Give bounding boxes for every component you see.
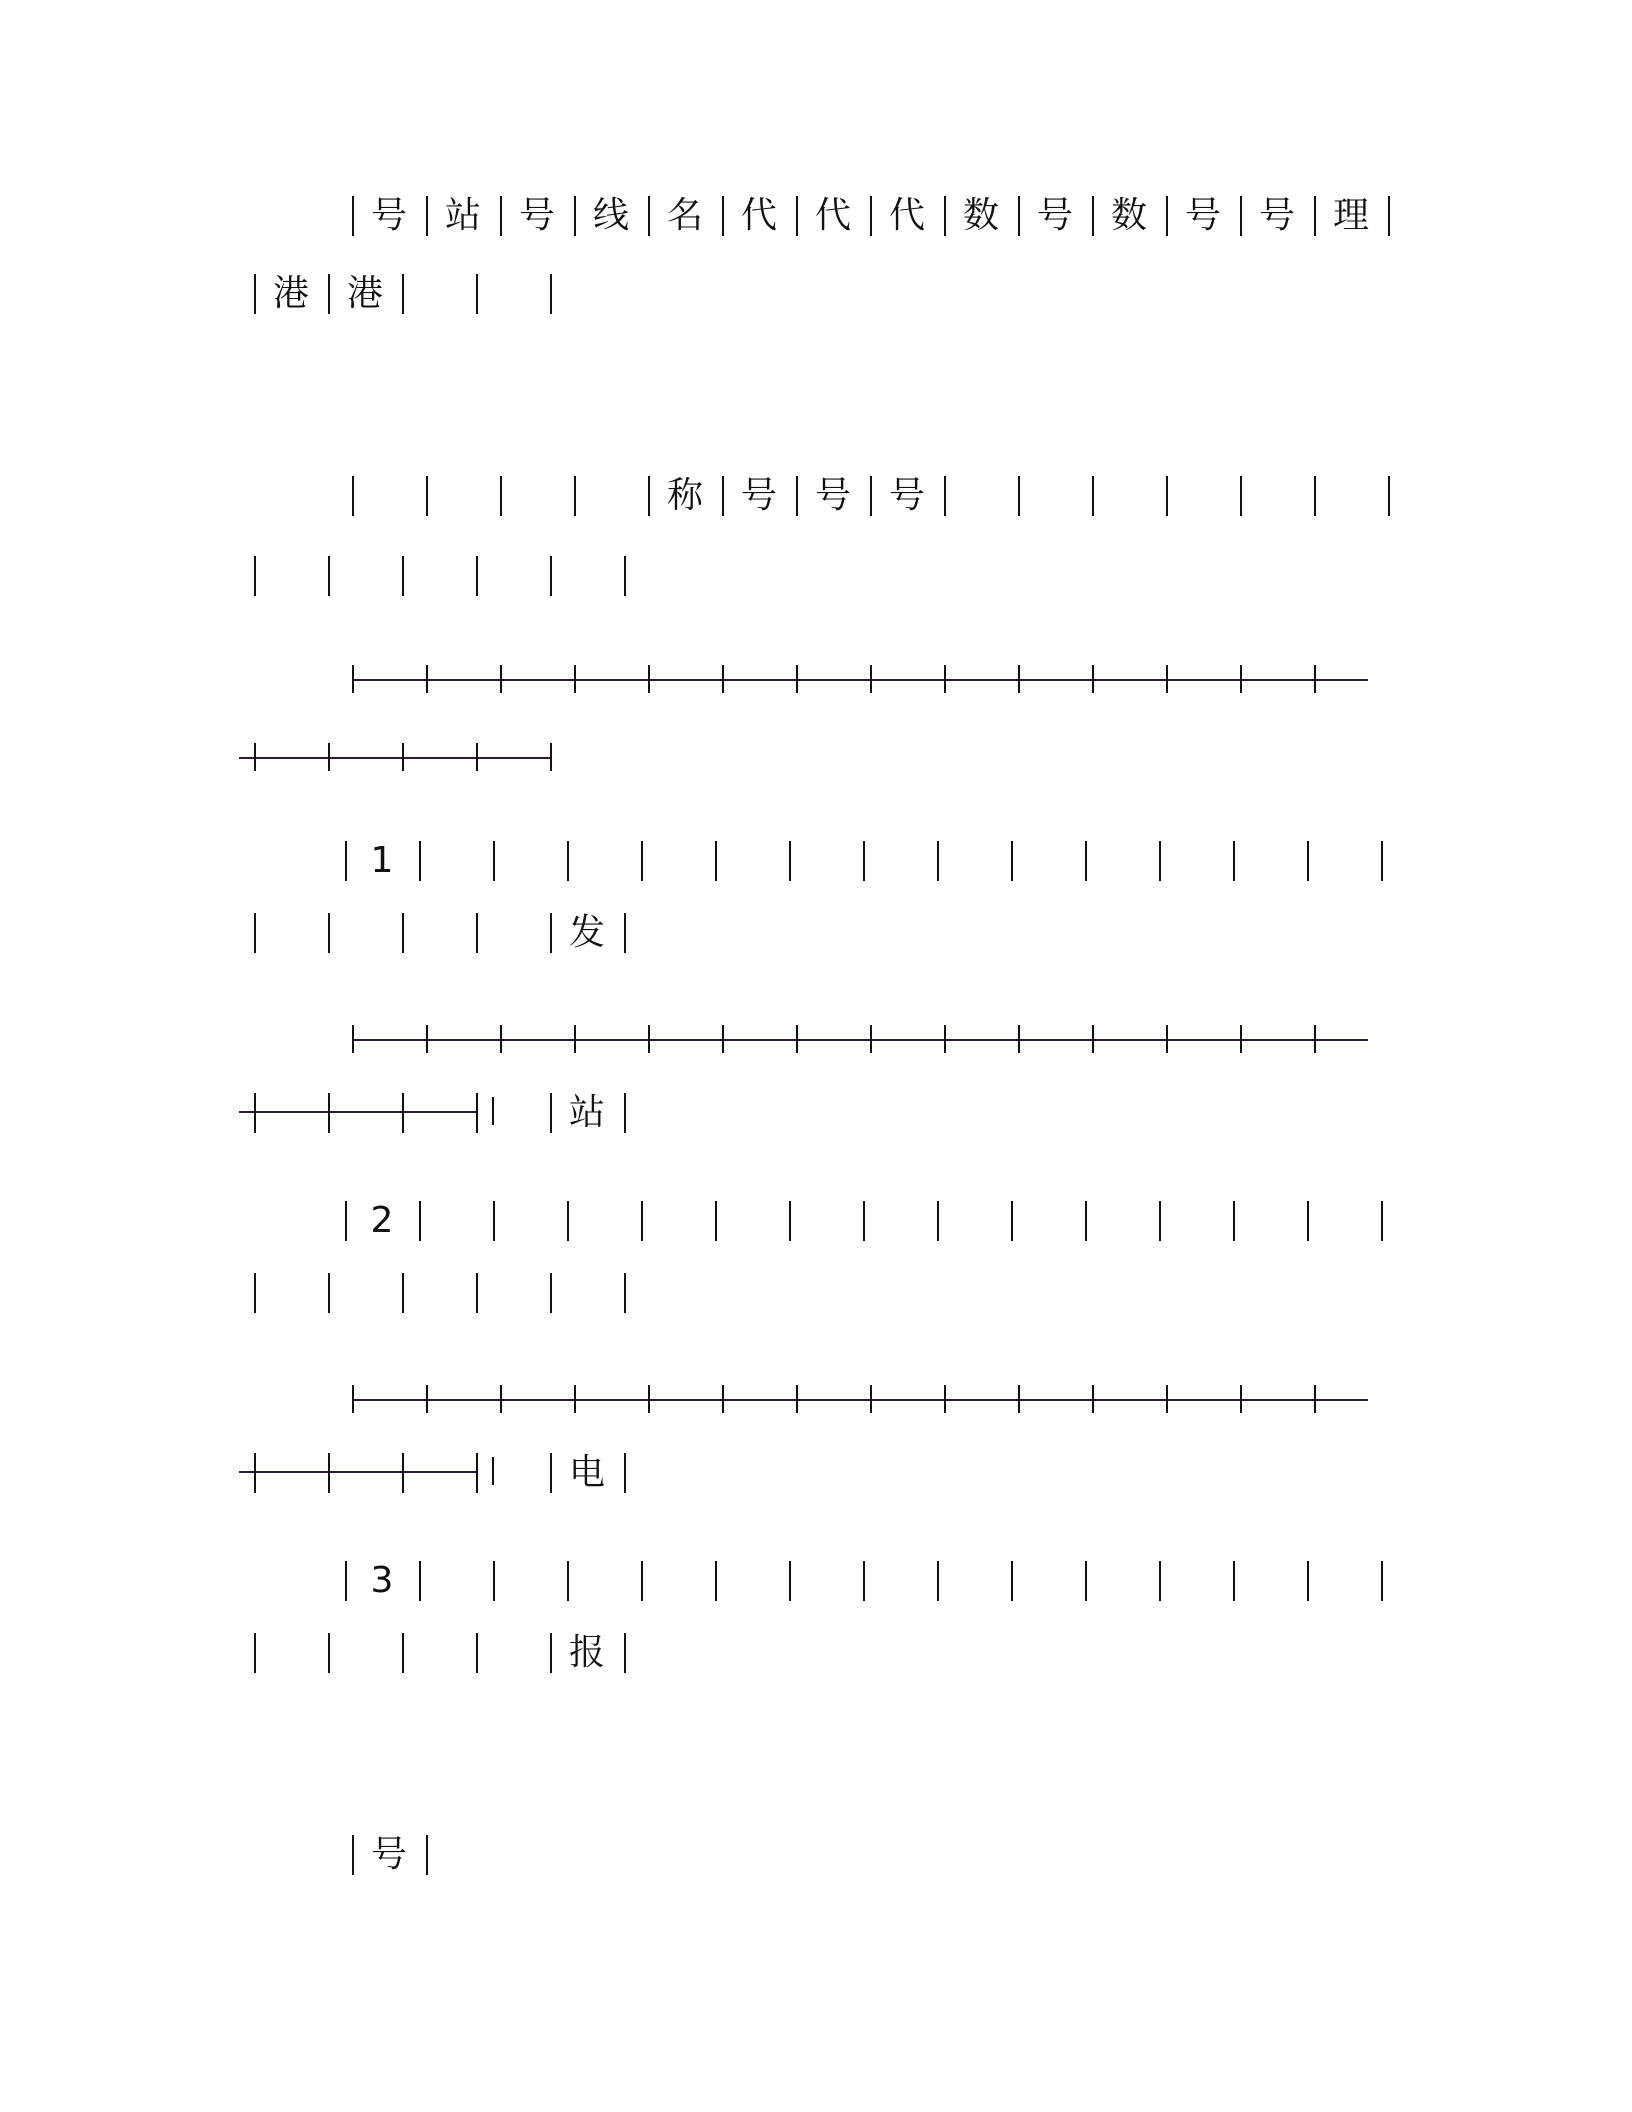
table-cell (328, 1093, 402, 1133)
cell-border (722, 1025, 724, 1053)
table-cell (641, 841, 715, 881)
cell-border (1092, 665, 1094, 693)
table-cell (1011, 841, 1085, 881)
table-cell (352, 476, 426, 516)
table-cell (1233, 841, 1307, 881)
table-cell: 号 (1258, 195, 1295, 236)
cell-border (870, 1385, 872, 1413)
table-cell (550, 556, 624, 596)
cell-border (352, 665, 354, 693)
cell-border (1314, 1025, 1316, 1053)
cell-border (722, 1385, 724, 1413)
cell-border (426, 1385, 428, 1413)
table-cell: 3 (370, 1560, 394, 1601)
table-cell: 2 (370, 1200, 394, 1241)
table-cell: 号 (1036, 195, 1073, 236)
table-cell (1233, 1201, 1307, 1241)
table-cell (254, 913, 328, 953)
table-cell: 号 (814, 475, 851, 516)
cell-border (796, 1025, 798, 1053)
table-cell (1159, 1201, 1233, 1241)
cell-border (648, 1385, 650, 1413)
cell-border (1381, 1561, 1383, 1601)
table-cell (715, 841, 789, 881)
table-cell (254, 1093, 328, 1133)
table-cell: 港 (346, 273, 383, 314)
table-cell (1307, 841, 1381, 881)
cell-border (624, 1093, 626, 1133)
cell-border (574, 665, 576, 693)
table-cell (1166, 476, 1240, 516)
table-cell: 理 (1332, 195, 1369, 236)
table-cell (493, 1561, 567, 1601)
cell-border (328, 743, 330, 771)
table-cell (1092, 476, 1166, 516)
cell-border (254, 1457, 256, 1485)
table-cell (1085, 841, 1159, 881)
cell-border (1240, 1025, 1242, 1053)
table-cell (419, 841, 493, 881)
table-cell (567, 841, 641, 881)
table-rule-line (352, 679, 1368, 681)
cell-border (722, 665, 724, 693)
cell-border (944, 1385, 946, 1413)
table-cell (402, 556, 476, 596)
cell-border (402, 1097, 404, 1125)
cell-border (476, 1457, 478, 1485)
table-cell (789, 841, 863, 881)
cell-border (328, 1457, 330, 1485)
cell-border (624, 1453, 626, 1493)
cell-border (1381, 841, 1383, 881)
cell-border (624, 556, 626, 596)
cell-border (254, 1097, 256, 1125)
cell-border (402, 1457, 404, 1485)
table-cell (402, 274, 476, 314)
table-cell (476, 1093, 550, 1133)
table-cell (328, 1273, 402, 1313)
table-cell (1233, 1561, 1307, 1601)
table-cell (476, 1273, 550, 1313)
table-cell (476, 556, 550, 596)
cell-border (1092, 1025, 1094, 1053)
cell-border (550, 274, 552, 314)
table-cell: 名 (666, 195, 703, 236)
table-cell (715, 1201, 789, 1241)
cell-border (870, 665, 872, 693)
table-cell: 1 (370, 840, 394, 881)
cell-border (402, 743, 404, 771)
table-cell (254, 1453, 328, 1493)
table-cell (641, 1561, 715, 1601)
table-cell: 数 (1110, 195, 1147, 236)
cell-border (1381, 1201, 1383, 1241)
table-cell (944, 476, 1018, 516)
table-cell: 称 (666, 475, 703, 516)
table-cell (402, 1633, 476, 1673)
table-cell (419, 1201, 493, 1241)
cell-border (492, 1457, 494, 1485)
table-cell (402, 1453, 476, 1493)
table-cell (567, 1561, 641, 1601)
cell-border (1166, 665, 1168, 693)
cell-border (1388, 476, 1390, 516)
cell-border (796, 665, 798, 693)
cell-border (1018, 1385, 1020, 1413)
cell-border (796, 1385, 798, 1413)
cell-border (574, 1025, 576, 1053)
table-cell (476, 1633, 550, 1673)
cell-border (1166, 1025, 1168, 1053)
table-cell (863, 841, 937, 881)
cell-border (1314, 665, 1316, 693)
cell-border (624, 913, 626, 953)
table-cell (574, 476, 648, 516)
cell-border (574, 1385, 576, 1413)
table-cell (1159, 1561, 1233, 1601)
table-cell (402, 1273, 476, 1313)
table-cell (254, 1273, 328, 1313)
cell-border (500, 1385, 502, 1413)
cell-border (352, 1025, 354, 1053)
cell-border (1240, 665, 1242, 693)
cell-border (1018, 665, 1020, 693)
table-cell (1011, 1201, 1085, 1241)
cell-border (328, 1097, 330, 1125)
cell-border (1240, 1385, 1242, 1413)
cell-border (1314, 1385, 1316, 1413)
cell-border (1018, 1025, 1020, 1053)
cell-border (352, 1385, 354, 1413)
table-cell: 报 (568, 1632, 605, 1673)
table-cell: 号 (1184, 195, 1221, 236)
cell-border (944, 665, 946, 693)
cell-border (944, 1025, 946, 1053)
table-cell: 代 (814, 195, 851, 236)
table-cell: 数 (962, 195, 999, 236)
table-cell (426, 476, 500, 516)
table-rule-line (352, 1039, 1368, 1041)
table-cell (1085, 1561, 1159, 1601)
table-cell (550, 1273, 624, 1313)
cell-border (426, 1025, 428, 1053)
table-cell (1159, 841, 1233, 881)
table-cell (328, 1633, 402, 1673)
table-cell (1011, 1561, 1085, 1601)
cell-border (426, 665, 428, 693)
table-cell: 号 (740, 475, 777, 516)
table-cell (402, 913, 476, 953)
cell-border (624, 1273, 626, 1313)
table-cell (715, 1561, 789, 1601)
table-cell: 代 (740, 195, 777, 236)
table-cell (937, 841, 1011, 881)
table-cell (863, 1201, 937, 1241)
table-cell (328, 556, 402, 596)
cell-border (1166, 1385, 1168, 1413)
table-cell: 号 (888, 475, 925, 516)
table-cell (789, 1561, 863, 1601)
table-cell (500, 476, 574, 516)
cell-border (1388, 196, 1390, 236)
table-cell (1307, 1201, 1381, 1241)
table-cell (476, 274, 550, 314)
table-cell (328, 913, 402, 953)
table-rule-line (239, 1111, 478, 1113)
table-cell: 号 (370, 195, 407, 236)
table-cell (567, 1201, 641, 1241)
table-cell (641, 1201, 715, 1241)
cell-border (500, 665, 502, 693)
cell-border (648, 665, 650, 693)
table-cell (493, 1201, 567, 1241)
cell-border (648, 1025, 650, 1053)
table-cell (1307, 1561, 1381, 1601)
table-cell (476, 913, 550, 953)
table-cell (402, 1093, 476, 1133)
table-cell (328, 1453, 402, 1493)
cell-border (550, 743, 552, 771)
table-cell (493, 841, 567, 881)
table-cell (419, 1561, 493, 1601)
table-cell: 代 (888, 195, 925, 236)
table-rule-line (352, 1399, 1368, 1401)
table-rule-line (239, 1471, 478, 1473)
table-cell (1314, 476, 1388, 516)
table-cell (937, 1201, 1011, 1241)
table-cell (254, 556, 328, 596)
table-cell: 电 (568, 1452, 605, 1493)
table-cell: 发 (568, 912, 605, 953)
table-cell (476, 1453, 550, 1493)
cell-border (492, 1097, 494, 1125)
cell-border (624, 1633, 626, 1673)
table-rule-line (239, 757, 552, 759)
table-cell: 号 (370, 1834, 407, 1875)
table-cell (789, 1201, 863, 1241)
table-cell (937, 1561, 1011, 1601)
table-cell: 站 (444, 195, 481, 236)
table-cell (863, 1561, 937, 1601)
table-cell: 港 (272, 273, 309, 314)
cell-border (476, 743, 478, 771)
table-cell: 站 (568, 1092, 605, 1133)
cell-border (254, 743, 256, 771)
table-cell (254, 1633, 328, 1673)
cell-border (1092, 1385, 1094, 1413)
cell-border (870, 1025, 872, 1053)
cell-border (426, 1835, 428, 1875)
cell-border (500, 1025, 502, 1053)
table-cell (1018, 476, 1092, 516)
table-cell: 线 (592, 195, 629, 236)
table-cell (1240, 476, 1314, 516)
cell-border (476, 1097, 478, 1125)
table-cell (1085, 1201, 1159, 1241)
table-cell: 号 (518, 195, 555, 236)
